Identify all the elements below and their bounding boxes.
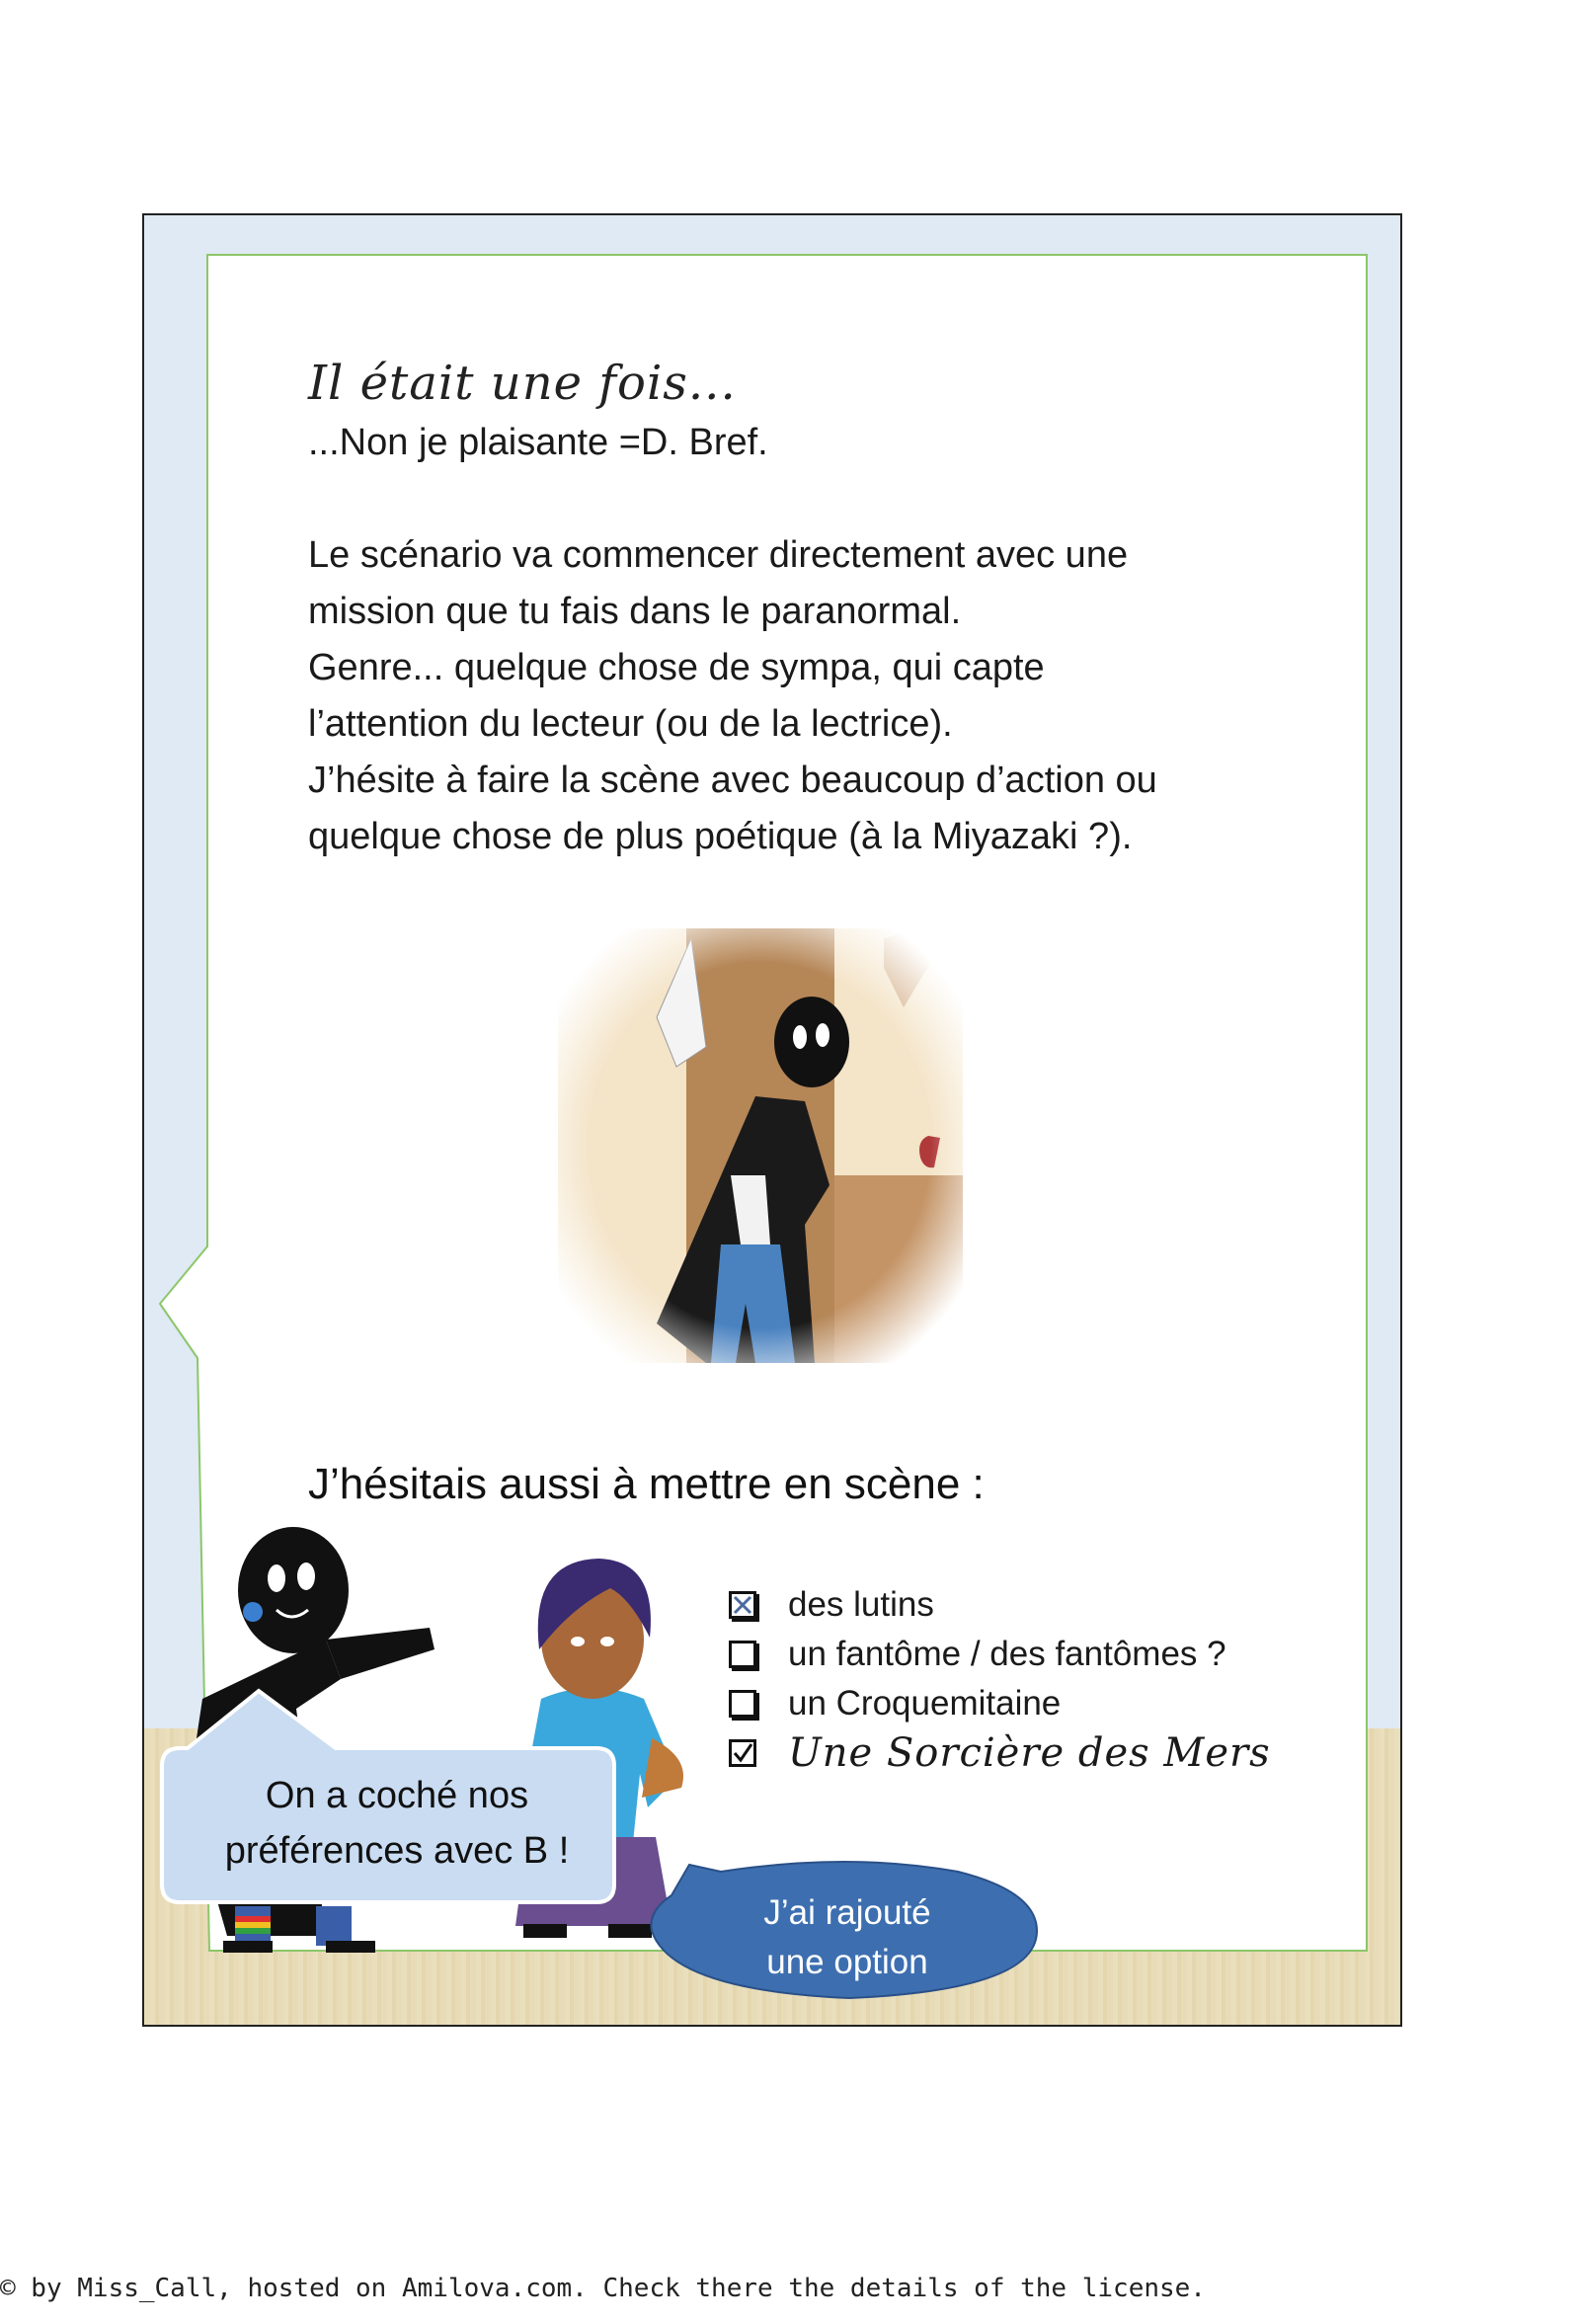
story-line-5: l’attention du lecteur (ou de la lectrice). bbox=[308, 703, 953, 745]
options-heading: J’hésitais aussi à mettre en scène : bbox=[308, 1460, 985, 1508]
option-label: Une Sorcière des Mers bbox=[788, 1730, 1271, 1776]
option-label: un Croquemitaine bbox=[788, 1684, 1062, 1723]
story-line-4: Genre... quelque chose de sympa, qui capte bbox=[308, 647, 1045, 688]
story-line-3: mission que tu fais dans le paranormal. bbox=[308, 591, 962, 632]
speech-text-right bbox=[660, 1888, 1035, 1987]
speech-line: On a coché nos bbox=[265, 1775, 529, 1816]
speech-text-left bbox=[170, 1768, 624, 1879]
speech-line: J’ai rajouté bbox=[763, 1893, 931, 1932]
story-line-2: Le scénario va commencer directement avec une bbox=[308, 534, 1129, 576]
story-line-6: J’hésite à faire la scène avec beaucoup d’action ou bbox=[308, 760, 1157, 801]
license-footer: © by Miss_Call, hosted on Amilova.com. Check there the details of the license. bbox=[0, 2274, 1206, 2303]
speech-line: une option bbox=[766, 1943, 928, 1981]
option-label: un fantôme / des fantômes ? bbox=[788, 1635, 1226, 1673]
story-line-7: quelque chose de plus poétique (à la Miyazaki ?). bbox=[308, 816, 1133, 857]
story-line-1: ...Non je plaisante =D. Bref. bbox=[308, 422, 768, 463]
speech-line: préférences avec B ! bbox=[224, 1830, 570, 1872]
story-title: Il était une fois... bbox=[308, 356, 737, 411]
option-label: des lutins bbox=[788, 1585, 934, 1624]
